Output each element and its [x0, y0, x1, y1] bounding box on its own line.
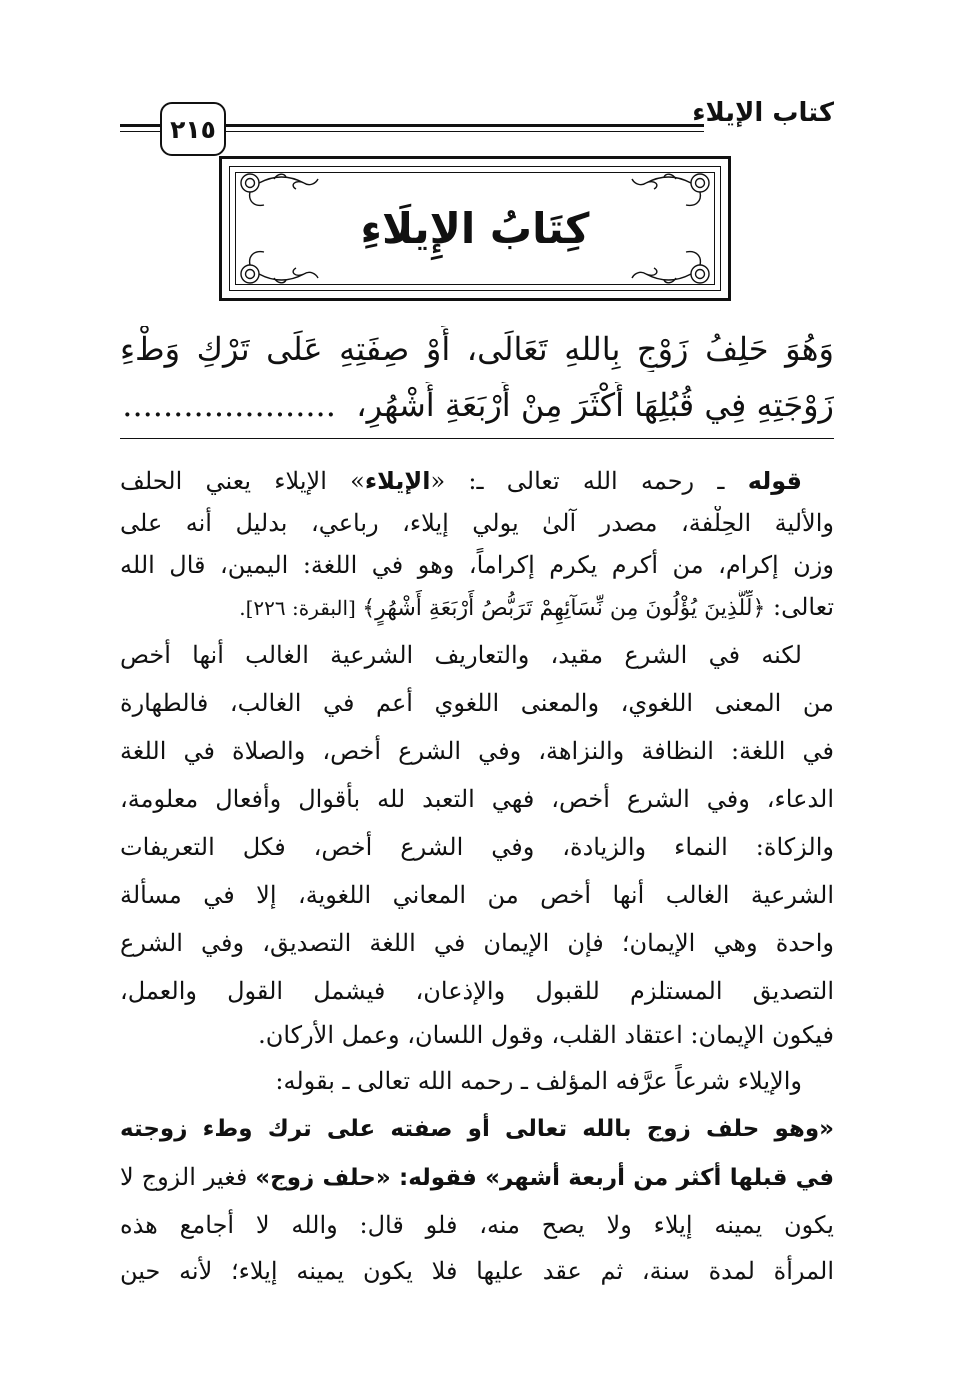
matn-line: وَهُوَ حَلِفُ زَوْجٍ بِاللهِ تَعَالَى، أَوْ صِفَتِهِ عَلَى تَرْكِ وَطْءِ: [120, 330, 834, 368]
chapter-title-frame: [219, 156, 731, 301]
commentary-line: المرأة لمدة سنة، ثم عقد عليها فلا يكون يمينه إيلاء؛ لأنه حين: [120, 1257, 834, 1285]
page-number: ٢١٥: [160, 102, 226, 156]
quran-reference: [البقرة: ٢٢٦].: [239, 596, 363, 620]
commentary-line: من المعنى اللغوي، والمعنى اللغوي أعم في الغالب، فالطهارة: [120, 689, 834, 717]
commentary-line: فيكون الإيمان: اعتقاد القلب، وقول اللسان، وعمل الأركان.: [258, 1021, 834, 1049]
matn-line: [120, 382, 834, 428]
commentary-line: لكنه في الشرع مقيد، والتعاريف الشرعية الغالب أنها أخص: [120, 641, 802, 669]
commentary-line: والزكاة: النماء والزيادة، وفي الشرع أخص، فكل التعريفات: [120, 833, 834, 861]
commentary-line: في قبلها أكثر من أربعة أشهر» فقوله: «حلف زوج» فغير الزوج لا: [120, 1163, 834, 1191]
running-title: كتاب الإيلاء: [692, 98, 834, 128]
commentary-line: يكون يمينه إيلاء ولا يصح منه، فلو قال: والله لا أجامع هذه: [120, 1211, 834, 1239]
commentary-line: والإيلاء شرعاً عرَّفه المؤلف ـ رحمه الله تعالى ـ بقوله:: [275, 1067, 802, 1095]
quoted-matn-line: «وهو حلف زوج بالله تعالى أو صفته على ترك وطء زوجته: [120, 1116, 834, 1142]
commentary-line: الشرعية الغالب أنها أخص من المعاني اللغوية، إلا في مسألة: [120, 881, 834, 909]
commentary-lead: قوله: [747, 467, 803, 495]
matn-separator-rule: [120, 438, 834, 439]
commentary-line: تعالى: ﴿لِّلَّذِينَ يُؤْلُونَ مِن نِّسَآئِهِمْ تَرَبُّصُ أَرْبَعَةِ أَشْهُرٍ﴾ [البقرة: ٢٢٦].: [239, 593, 834, 621]
header-rule-left: [120, 124, 164, 132]
commentary-line: التصديق المستلزم للقبول والإذعان، فيشمل القول والعمل،: [120, 977, 834, 1005]
commentary-line: الدعاء، وفي الشرع أخص، فهي التعبد لله بأقوال وأفعال معلومة،: [120, 785, 834, 813]
commentary-line: واحدة وهي الإيمان؛ فإن الإيمان في اللغة التصديق، وفي الشرع: [120, 929, 834, 957]
quran-quote: ﴿لِّلَّذِينَ يُؤْلُونَ مِن نِّسَآئِهِمْ تَرَبُّصُ أَرْبَعَةِ أَشْهُرٍ﴾: [362, 596, 766, 621]
matn-dots: .....................: [122, 386, 336, 424]
commentary-line: والألية الحِلْفة، مصدر آلىٰ يولي إيلاء، رباعي، بدليل أنه على: [120, 509, 834, 537]
commentary-line: في اللغة: النظافة والنزاهة، وفي الشرع أخص، والصلاة في اللغة: [120, 737, 834, 765]
commentary-line: وزن إكرام، من أكرم يكرم إكراماً، وهو في اللغة: اليمين، قال الله: [120, 551, 834, 579]
matn-text: زَوْجَتِهِ فِي قُبُلِهَا أَكْثَرَ مِنْ أَرْبَعَةِ أَشْهُرٍ،: [356, 386, 834, 424]
commentary-line: قوله ـ رحمه الله تعالى ـ: «الإيلاء» الإيلاء يعني الحلف: [120, 467, 803, 495]
chapter-title: كِتَابُ الإِيلَاءِ: [360, 204, 590, 253]
